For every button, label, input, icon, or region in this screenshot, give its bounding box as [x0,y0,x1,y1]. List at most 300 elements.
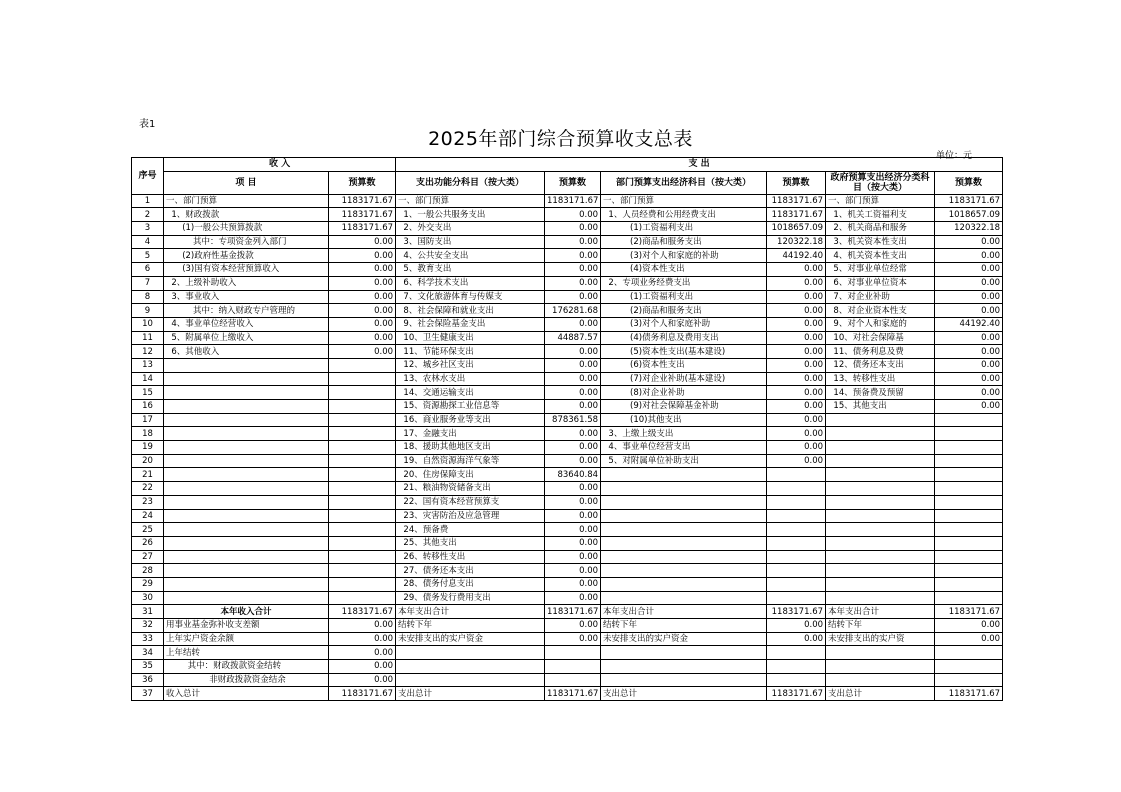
func-subject-cell: 本年支出合计 [396,605,545,619]
dept-subject-cell [601,673,767,687]
func-subject-cell: 22、国有资本经营预算支 [396,495,545,509]
func-amount-cell: 0.00 [545,222,601,236]
seq-cell: 30 [132,591,164,605]
func-amount-cell: 878361.58 [545,413,601,427]
dept-amount-cell [767,577,826,591]
gov-subject-cell [826,591,935,605]
income-item-cell [164,386,329,400]
dept-amount-cell: 0.00 [767,304,826,318]
dept-subject-cell [601,646,767,660]
table-row [132,523,1003,537]
table-row [132,290,1003,304]
func-subject-cell: 29、债务发行费用支出 [396,591,545,605]
func-subject-cell: 8、社会保障和就业支出 [396,304,545,318]
table-row [132,413,1003,427]
table-row [132,222,1003,236]
dept-subject-cell: 3、上缴上级支出 [601,427,767,441]
dept-subject-cell [601,482,767,496]
income-item-cell: 其中：纳入财政专户管理的 [164,304,329,318]
func-amount-cell: 0.00 [545,427,601,441]
dept-subject-cell: (2)商品和服务支出 [601,304,767,318]
seq-cell: 14 [132,372,164,386]
seq-cell: 10 [132,317,164,331]
gov-amount-cell [935,591,1003,605]
income-item-cell [164,536,329,550]
income-amount-cell [329,358,396,372]
func-amount-cell [545,660,601,674]
dept-subject-cell: 4、事业单位经营支出 [601,441,767,455]
table-row [132,564,1003,578]
table-row [132,441,1003,455]
dept-subject-cell: (10)其他支出 [601,413,767,427]
gov-amount-cell [935,509,1003,523]
income-amount-cell: 1183171.67 [329,222,396,236]
income-item-cell: 本年收入合计 [164,605,329,619]
func-amount-cell: 44887.57 [545,331,601,345]
income-item-cell [164,372,329,386]
seq-cell: 17 [132,413,164,427]
gov-subject-cell: 支出总计 [826,687,935,701]
income-item-cell [164,577,329,591]
func-subject-cell: 结转下年 [396,619,545,633]
dept-subject-cell: (7)对企业补助(基本建设) [601,372,767,386]
gov-subject-cell: 4、机关资本性支出 [826,249,935,263]
gov-subject-cell [826,646,935,660]
table-row [132,482,1003,496]
income-amount-cell [329,591,396,605]
seq-cell: 2 [132,208,164,222]
income-amount-cell: 0.00 [329,646,396,660]
seq-cell: 26 [132,536,164,550]
func-subject-cell: 17、金融支出 [396,427,545,441]
func-subject-cell: 16、商业服务业等支出 [396,413,545,427]
gov-subject-cell: 8、对企业资本性支 [826,304,935,318]
gov-subject-cell: 9、对个人和家庭的 [826,317,935,331]
dept-amount-cell: 0.00 [767,413,826,427]
func-amount-cell: 0.00 [545,386,601,400]
gov-subject-cell [826,550,935,564]
dept-amount-cell: 0.00 [767,427,826,441]
dept-subject-cell [601,550,767,564]
dept-amount-cell: 1183171.67 [767,194,826,208]
gov-amount-cell [935,454,1003,468]
gov-subject-cell [826,673,935,687]
income-item-cell [164,564,329,578]
income-amount-cell: 0.00 [329,317,396,331]
seq-cell: 18 [132,427,164,441]
income-amount-cell [329,577,396,591]
summary-row [132,632,1003,646]
income-amount-cell: 1183171.67 [329,194,396,208]
func-amount-cell: 1183171.67 [545,194,601,208]
seq-cell: 4 [132,235,164,249]
table-number-label: 表1 [139,119,156,130]
dept-amount-cell [767,495,826,509]
income-amount-cell [329,550,396,564]
func-amount-cell: 0.00 [545,454,601,468]
table-row [132,427,1003,441]
func-amount-cell: 83640.84 [545,468,601,482]
header-amount: 预算数 [935,171,1003,194]
dept-amount-cell: 1183171.67 [767,687,826,701]
income-amount-cell [329,427,396,441]
gov-subject-cell [826,495,935,509]
table-row [132,208,1003,222]
dept-amount-cell [767,660,826,674]
header-dept-econ-subject: 部门预算支出经济科目（按大类） [601,171,767,194]
table-row [132,400,1003,414]
income-amount-cell: 1183171.67 [329,208,396,222]
seq-cell: 29 [132,577,164,591]
func-subject-cell: 2、外交支出 [396,222,545,236]
dept-amount-cell [767,482,826,496]
func-subject-cell: 9、社会保险基金支出 [396,317,545,331]
seq-cell: 19 [132,441,164,455]
dept-subject-cell [601,523,767,537]
gov-amount-cell: 0.00 [935,249,1003,263]
income-amount-cell [329,454,396,468]
seq-cell: 28 [132,564,164,578]
gov-amount-cell [935,495,1003,509]
header-amount: 预算数 [767,171,826,194]
func-subject-cell: 20、住房保障支出 [396,468,545,482]
gov-subject-cell [826,454,935,468]
header-func-subject: 支出功能分科目（按大类） [396,171,545,194]
func-amount-cell: 0.00 [545,564,601,578]
func-amount-cell: 0.00 [545,317,601,331]
seq-cell: 13 [132,358,164,372]
income-item-cell [164,400,329,414]
gov-subject-cell: 一、部门预算 [826,194,935,208]
income-item-cell [164,495,329,509]
func-amount-cell: 0.00 [545,591,601,605]
func-amount-cell: 1183171.67 [545,605,601,619]
table-row [132,345,1003,359]
func-amount-cell: 0.00 [545,550,601,564]
gov-subject-cell: 1、机关工资福利支 [826,208,935,222]
income-item-cell: 上年实户资金余额 [164,632,329,646]
dept-amount-cell: 0.00 [767,358,826,372]
gov-amount-cell: 0.00 [935,331,1003,345]
summary-row [132,605,1003,619]
income-amount-cell: 0.00 [329,660,396,674]
gov-amount-cell [935,441,1003,455]
income-item-cell: 上年结转 [164,646,329,660]
income-amount-cell: 0.00 [329,331,396,345]
dept-amount-cell [767,564,826,578]
seq-cell: 5 [132,249,164,263]
func-amount-cell: 0.00 [545,358,601,372]
income-amount-cell: 1183171.67 [329,687,396,701]
func-subject-cell: 13、农林水支出 [396,372,545,386]
income-item-cell: 用事业基金弥补收支差额 [164,619,329,633]
dept-amount-cell: 0.00 [767,454,826,468]
gov-subject-cell [826,441,935,455]
income-amount-cell: 0.00 [329,235,396,249]
dept-amount-cell [767,509,826,523]
func-amount-cell: 0.00 [545,441,601,455]
gov-amount-cell: 1183171.67 [935,687,1003,701]
func-amount-cell: 0.00 [545,235,601,249]
dept-subject-cell: (8)对企业补助 [601,386,767,400]
income-amount-cell: 0.00 [329,263,396,277]
gov-subject-cell [826,660,935,674]
table-row [132,536,1003,550]
table-row [132,194,1003,208]
income-item-cell [164,591,329,605]
table-row [132,577,1003,591]
gov-subject-cell: 本年支出合计 [826,605,935,619]
table-row [132,372,1003,386]
gov-subject-cell [826,427,935,441]
gov-subject-cell: 14、预备费及预留 [826,386,935,400]
seq-cell: 1 [132,194,164,208]
dept-subject-cell: 支出总计 [601,687,767,701]
func-subject-cell: 15、资源勘探工业信息等 [396,400,545,414]
seq-cell: 36 [132,673,164,687]
dept-subject-cell: (3)对个人和家庭补助 [601,317,767,331]
gov-subject-cell [826,468,935,482]
func-subject-cell: 28、债务付息支出 [396,577,545,591]
gov-amount-cell [935,523,1003,537]
dept-subject-cell: (5)资本性支出(基本建设) [601,345,767,359]
income-item-cell: 1、财政拨款 [164,208,329,222]
header-row-group [132,158,1003,172]
func-amount-cell: 0.00 [545,276,601,290]
gov-amount-cell [935,427,1003,441]
gov-amount-cell: 0.00 [935,235,1003,249]
table-row [132,550,1003,564]
func-amount-cell: 0.00 [545,263,601,277]
income-item-cell: 一、部门预算 [164,194,329,208]
seq-cell: 3 [132,222,164,236]
seq-cell: 33 [132,632,164,646]
seq-cell: 16 [132,400,164,414]
seq-cell: 37 [132,687,164,701]
dept-subject-cell: 本年支出合计 [601,605,767,619]
gov-amount-cell: 0.00 [935,345,1003,359]
func-subject-cell: 一、部门预算 [396,194,545,208]
income-amount-cell: 0.00 [329,276,396,290]
gov-amount-cell [935,413,1003,427]
dept-subject-cell: (6)资本性支出 [601,358,767,372]
dept-amount-cell: 0.00 [767,331,826,345]
dept-subject-cell: (1)工资福利支出 [601,222,767,236]
gov-subject-cell [826,413,935,427]
dept-subject-cell [601,591,767,605]
gov-subject-cell: 3、机关资本性支出 [826,235,935,249]
income-item-cell: 4、事业单位经营收入 [164,317,329,331]
func-subject-cell: 10、卫生健康支出 [396,331,545,345]
table-row [132,358,1003,372]
header-expense-group: 支 出 [396,158,1003,172]
gov-amount-cell: 0.00 [935,263,1003,277]
income-item-cell: (2)政府性基金拨款 [164,249,329,263]
gov-amount-cell [935,564,1003,578]
func-subject-cell: 21、粮油物资储备支出 [396,482,545,496]
dept-amount-cell [767,646,826,660]
func-subject-cell: 19、自然资源海洋气象等 [396,454,545,468]
income-amount-cell [329,536,396,550]
unit-note: 单位：元 [936,151,973,161]
dept-subject-cell: (3)对个人和家庭的补助 [601,249,767,263]
income-amount-cell [329,441,396,455]
summary-row [132,687,1003,701]
header-seq: 序号 [132,158,164,195]
func-amount-cell: 0.00 [545,495,601,509]
gov-subject-cell [826,564,935,578]
seq-cell: 21 [132,468,164,482]
header-gov-econ-subject: 政府预算支出经济分类科目（按大类） [826,171,935,194]
dept-amount-cell: 0.00 [767,386,826,400]
income-item-cell: 6、其他收入 [164,345,329,359]
income-item-cell: (1)一般公共预算拨款 [164,222,329,236]
func-amount-cell: 176281.68 [545,304,601,318]
dept-subject-cell: (2)商品和服务支出 [601,235,767,249]
func-subject-cell: 18、援助其他地区支出 [396,441,545,455]
gov-amount-cell: 1183171.67 [935,194,1003,208]
dept-amount-cell [767,468,826,482]
func-subject-cell: 14、交通运输支出 [396,386,545,400]
table-row [132,591,1003,605]
gov-amount-cell: 1183171.67 [935,605,1003,619]
func-subject-cell: 未安排支出的实户资金 [396,632,545,646]
income-item-cell: (3)国有资本经营预算收入 [164,263,329,277]
header-income-group: 收 入 [164,158,396,172]
income-amount-cell [329,509,396,523]
dept-subject-cell: 2、专项业务经费支出 [601,276,767,290]
dept-amount-cell [767,591,826,605]
gov-subject-cell [826,577,935,591]
income-item-cell: 收入总计 [164,687,329,701]
table-row [132,263,1003,277]
dept-subject-cell [601,509,767,523]
seq-cell: 32 [132,619,164,633]
func-subject-cell: 3、国防支出 [396,235,545,249]
dept-amount-cell: 0.00 [767,317,826,331]
func-subject-cell: 5、教育支出 [396,263,545,277]
func-amount-cell: 0.00 [545,577,601,591]
gov-subject-cell: 6、对事业单位资本 [826,276,935,290]
func-subject-cell: 1、一般公共服务支出 [396,208,545,222]
seq-cell: 35 [132,660,164,674]
income-amount-cell [329,400,396,414]
seq-cell: 23 [132,495,164,509]
func-subject-cell: 27、债务还本支出 [396,564,545,578]
func-amount-cell [545,673,601,687]
gov-subject-cell: 11、债务利息及费 [826,345,935,359]
gov-amount-cell [935,550,1003,564]
table-row [132,495,1003,509]
seq-cell: 8 [132,290,164,304]
dept-subject-cell: (4)资本性支出 [601,263,767,277]
header-amount: 预算数 [545,171,601,194]
func-amount-cell: 0.00 [545,345,601,359]
func-subject-cell: 23、灾害防治及应急管理 [396,509,545,523]
income-amount-cell: 0.00 [329,619,396,633]
gov-amount-cell: 0.00 [935,619,1003,633]
budget-table [131,157,1003,701]
income-amount-cell: 0.00 [329,632,396,646]
dept-amount-cell: 0.00 [767,263,826,277]
income-amount-cell [329,482,396,496]
gov-subject-cell: 10、对社会保障基 [826,331,935,345]
dept-subject-cell: 未安排支出的实户资金 [601,632,767,646]
dept-subject-cell: 结转下年 [601,619,767,633]
income-item-cell [164,427,329,441]
func-amount-cell: 0.00 [545,400,601,414]
table-row [132,509,1003,523]
income-item-cell [164,413,329,427]
func-subject-cell: 7、文化旅游体育与传媒支 [396,290,545,304]
seq-cell: 34 [132,646,164,660]
dept-amount-cell: 120322.18 [767,235,826,249]
income-amount-cell: 0.00 [329,304,396,318]
dept-subject-cell [601,468,767,482]
dept-subject-cell: (9)对社会保障基金补助 [601,400,767,414]
func-amount-cell: 0.00 [545,372,601,386]
dept-amount-cell: 0.00 [767,441,826,455]
func-subject-cell [396,673,545,687]
gov-amount-cell: 0.00 [935,304,1003,318]
gov-amount-cell: 0.00 [935,386,1003,400]
income-item-cell [164,468,329,482]
func-amount-cell: 0.00 [545,632,601,646]
income-amount-cell [329,386,396,400]
gov-amount-cell: 0.00 [935,632,1003,646]
func-amount-cell: 1183171.67 [545,687,601,701]
dept-subject-cell [601,495,767,509]
summary-row [132,673,1003,687]
func-amount-cell: 0.00 [545,249,601,263]
table-row [132,249,1003,263]
income-item-cell: 5、附属单位上缴收入 [164,331,329,345]
income-item-cell [164,482,329,496]
func-subject-cell: 26、转移性支出 [396,550,545,564]
header-row-columns [132,171,1003,194]
dept-amount-cell: 44192.40 [767,249,826,263]
seq-cell: 12 [132,345,164,359]
gov-amount-cell [935,468,1003,482]
seq-cell: 6 [132,263,164,277]
func-amount-cell: 0.00 [545,482,601,496]
dept-amount-cell: 0.00 [767,345,826,359]
func-amount-cell: 0.00 [545,290,601,304]
gov-amount-cell: 0.00 [935,372,1003,386]
gov-subject-cell [826,509,935,523]
table-row [132,276,1003,290]
func-subject-cell: 11、节能环保支出 [396,345,545,359]
dept-amount-cell: 0.00 [767,276,826,290]
income-amount-cell: 0.00 [329,249,396,263]
dept-amount-cell: 1183171.67 [767,605,826,619]
seq-cell: 27 [132,550,164,564]
income-item-cell [164,441,329,455]
seq-cell: 9 [132,304,164,318]
income-amount-cell [329,523,396,537]
dept-amount-cell: 0.00 [767,372,826,386]
seq-cell: 25 [132,523,164,537]
income-amount-cell [329,468,396,482]
dept-amount-cell [767,673,826,687]
seq-cell: 22 [132,482,164,496]
table-row [132,317,1003,331]
gov-subject-cell: 5、对事业单位经常 [826,263,935,277]
func-subject-cell: 24、预备费 [396,523,545,537]
income-item-cell: 非财政拨款资金结余 [164,673,329,687]
gov-amount-cell: 1018657.09 [935,208,1003,222]
gov-subject-cell: 未安排支出的实户资 [826,632,935,646]
